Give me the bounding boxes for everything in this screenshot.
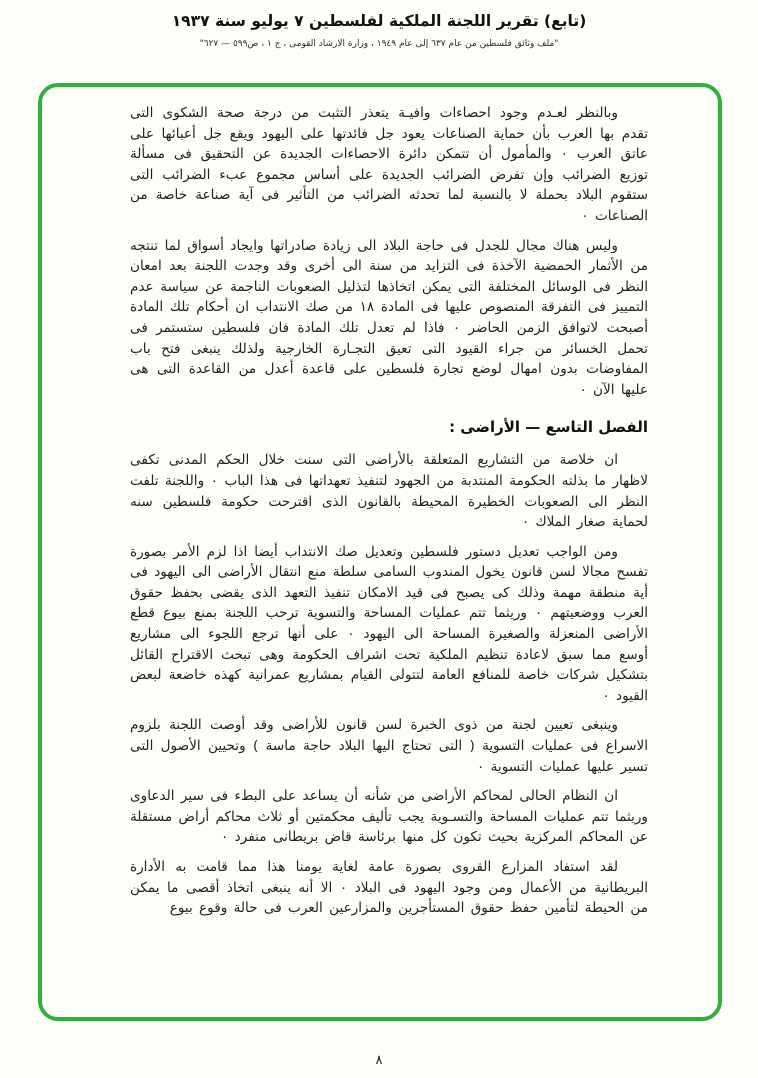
annotated-content-box — [38, 83, 722, 1021]
paragraph-2: وليس هناك مجال للجدل فى حاجة البلاد الى زيادة صادراتها وايجاد أسواق لما تنتجه من الأثمار الحمضية الآخذة فى التزايد من سنة الى أخرى وقد وجدت اللجنة بعد امعان النظر فى الوسائل المختلفة التى يمكن اتخاذها لتذليل الصعوبات الناجمة عن سياسة عدم التمييز فى التفرقة المنصوص عليها فى المادة ١٨ من صك الانتداب ان أحكام تلك المادة أصبحت لاتوافق الزمن الحاضر ٠ فاذا لم تعدل تلك المادة فان فلسطين ستستمر فى تحمل الخسائر من جراء القيود التى تعيق التجـارة الخارجية ولذلك ينبغى فتح باب المفاوضات بدون امهال لوضع تجارة فلسطين على قاعدة أعدل من القاعدة التى هى عليها الآن ٠ — [130, 237, 648, 398]
paragraph-4: ومن الواجب تعديل دستور فلسطين وتعديل صك الانتداب أيضا اذا لزم الأمر بصورة تفسح مجالا لسن قانون يخول المندوب السامى سلطة منع انتقال الأراضى الى اليهود فى أية منطقة مهمة وذلك كى يصبح فى قيد الامكان تنفيذ التعهد الذى يقضى بحفظ حقوق العرب ووضعيتهم ٠ وريثما تتم عمليات المساحة والتسوية ترحب اللجنة بمنع بيوع قطع الأراضى المنعزلة والصغيرة المساحة الى اليهود ٠ على أنها ترجع اللجوء الى مشاريع أوسع مما سبق لاعادة تنظيم الملكية تحت اشراف الحكومة وهى تبحث الاقتراح القائل بتشكيل شركات خاصة للمنافع العامة لتتولى القيام بمشاريع عمرانية كهذه خاضعة لبعض القيود ٠ — [130, 543, 648, 704]
page-number: ٨ — [375, 1053, 383, 1068]
paragraph-3: ان خلاصة من التشاريع المتعلقة بالأراضى التى سنت خلال الحكم المدنى تكفى لاظهار ما بذلته الحكومة المنتدبة من الجهود لتنفيذ تعهداتها فى هذا الباب ٠ واللجنة تلفت النظر الى الصعوبات الخطيرة المحيطة بالقانون الذى اقترحت حكومة فلسطين سنه لحماية صغار الملاك ٠ — [130, 452, 648, 531]
paragraph-7: لقد استفاد المزارع القروى بصورة عامة لغاية يومنا هذا مما قامت به الأدارة البريطانية من الأعمال ومن وجود اليهود فى البلاد ٠ الا أنه ينبغى اتخاذ أقصى ما يمكن من الحيطة لتأمين حفظ حقوق المستأجرين والمزارعين العرب فى حالة وقوع بيوع — [130, 859, 648, 917]
document-subtitle: "ملف وثائق فلسطين من عام ٦٣٧ إلى عام ١٩٤٩ ، وزارة الارشاد القومى ، ج ١ ، ص٥٩٩ — ٦٢٧" — [199, 39, 559, 49]
document-title: (تابع) تقرير اللجنة الملكية لفلسطين ٧ يوليو سنة ١٩٣٧ — [171, 12, 587, 30]
section-heading-chapter-nine-lands: الفصل التاسع — الأراضى : — [449, 418, 648, 437]
paragraph-6: ان النظام الحالى لمحاكم الأراضى من شأنه أن يساعد على البطء فى سير الدعاوى وريثما تتم عمليات المساحة والتسـوية يجب تأليف محكمتين أو ثلاث محاكم أراض مستقلة عن المحاكم المركزية بحيث تكون كل منها برئاسة قاض بريطانى منفرد ٠ — [130, 788, 648, 846]
paragraph-1: وبالنظر لعـدم وجود احصاءات وافيـة يتعذر التثبت من درجة صحة الشكوى التى تقدم بها العرب بأن حماية الصناعات يعود جل فائدتها على اليهود ويقع جل أعبائها على عاتق العرب ٠ والمأمول أن تتمكن دائرة الاحصاءات الجديدة عن التحقيق فى مسألة توزيع الضرائب وإن تفرض الضرائب الجديدة على أساس مجموع عبء الضرائب التى ستقوم البلاد بحملة لا بالنسبة لما تحدثه الضرائب من التأثير فى آية صناعة خاصة من الصناعات ٠ — [130, 105, 648, 224]
paragraph-5: وينبغى تعيين لجنة من ذوى الخبرة لسن قانون للأراضى وقد أوصت اللجنة بلزوم الاسراع فى عمليات التسوية ( التى تحتاج اليها البلاد حاجة ماسة ) وتحيين الأصول التى تسير عليها عمليات التسوية ٠ — [130, 717, 648, 775]
document-header — [0, 0, 758, 49]
